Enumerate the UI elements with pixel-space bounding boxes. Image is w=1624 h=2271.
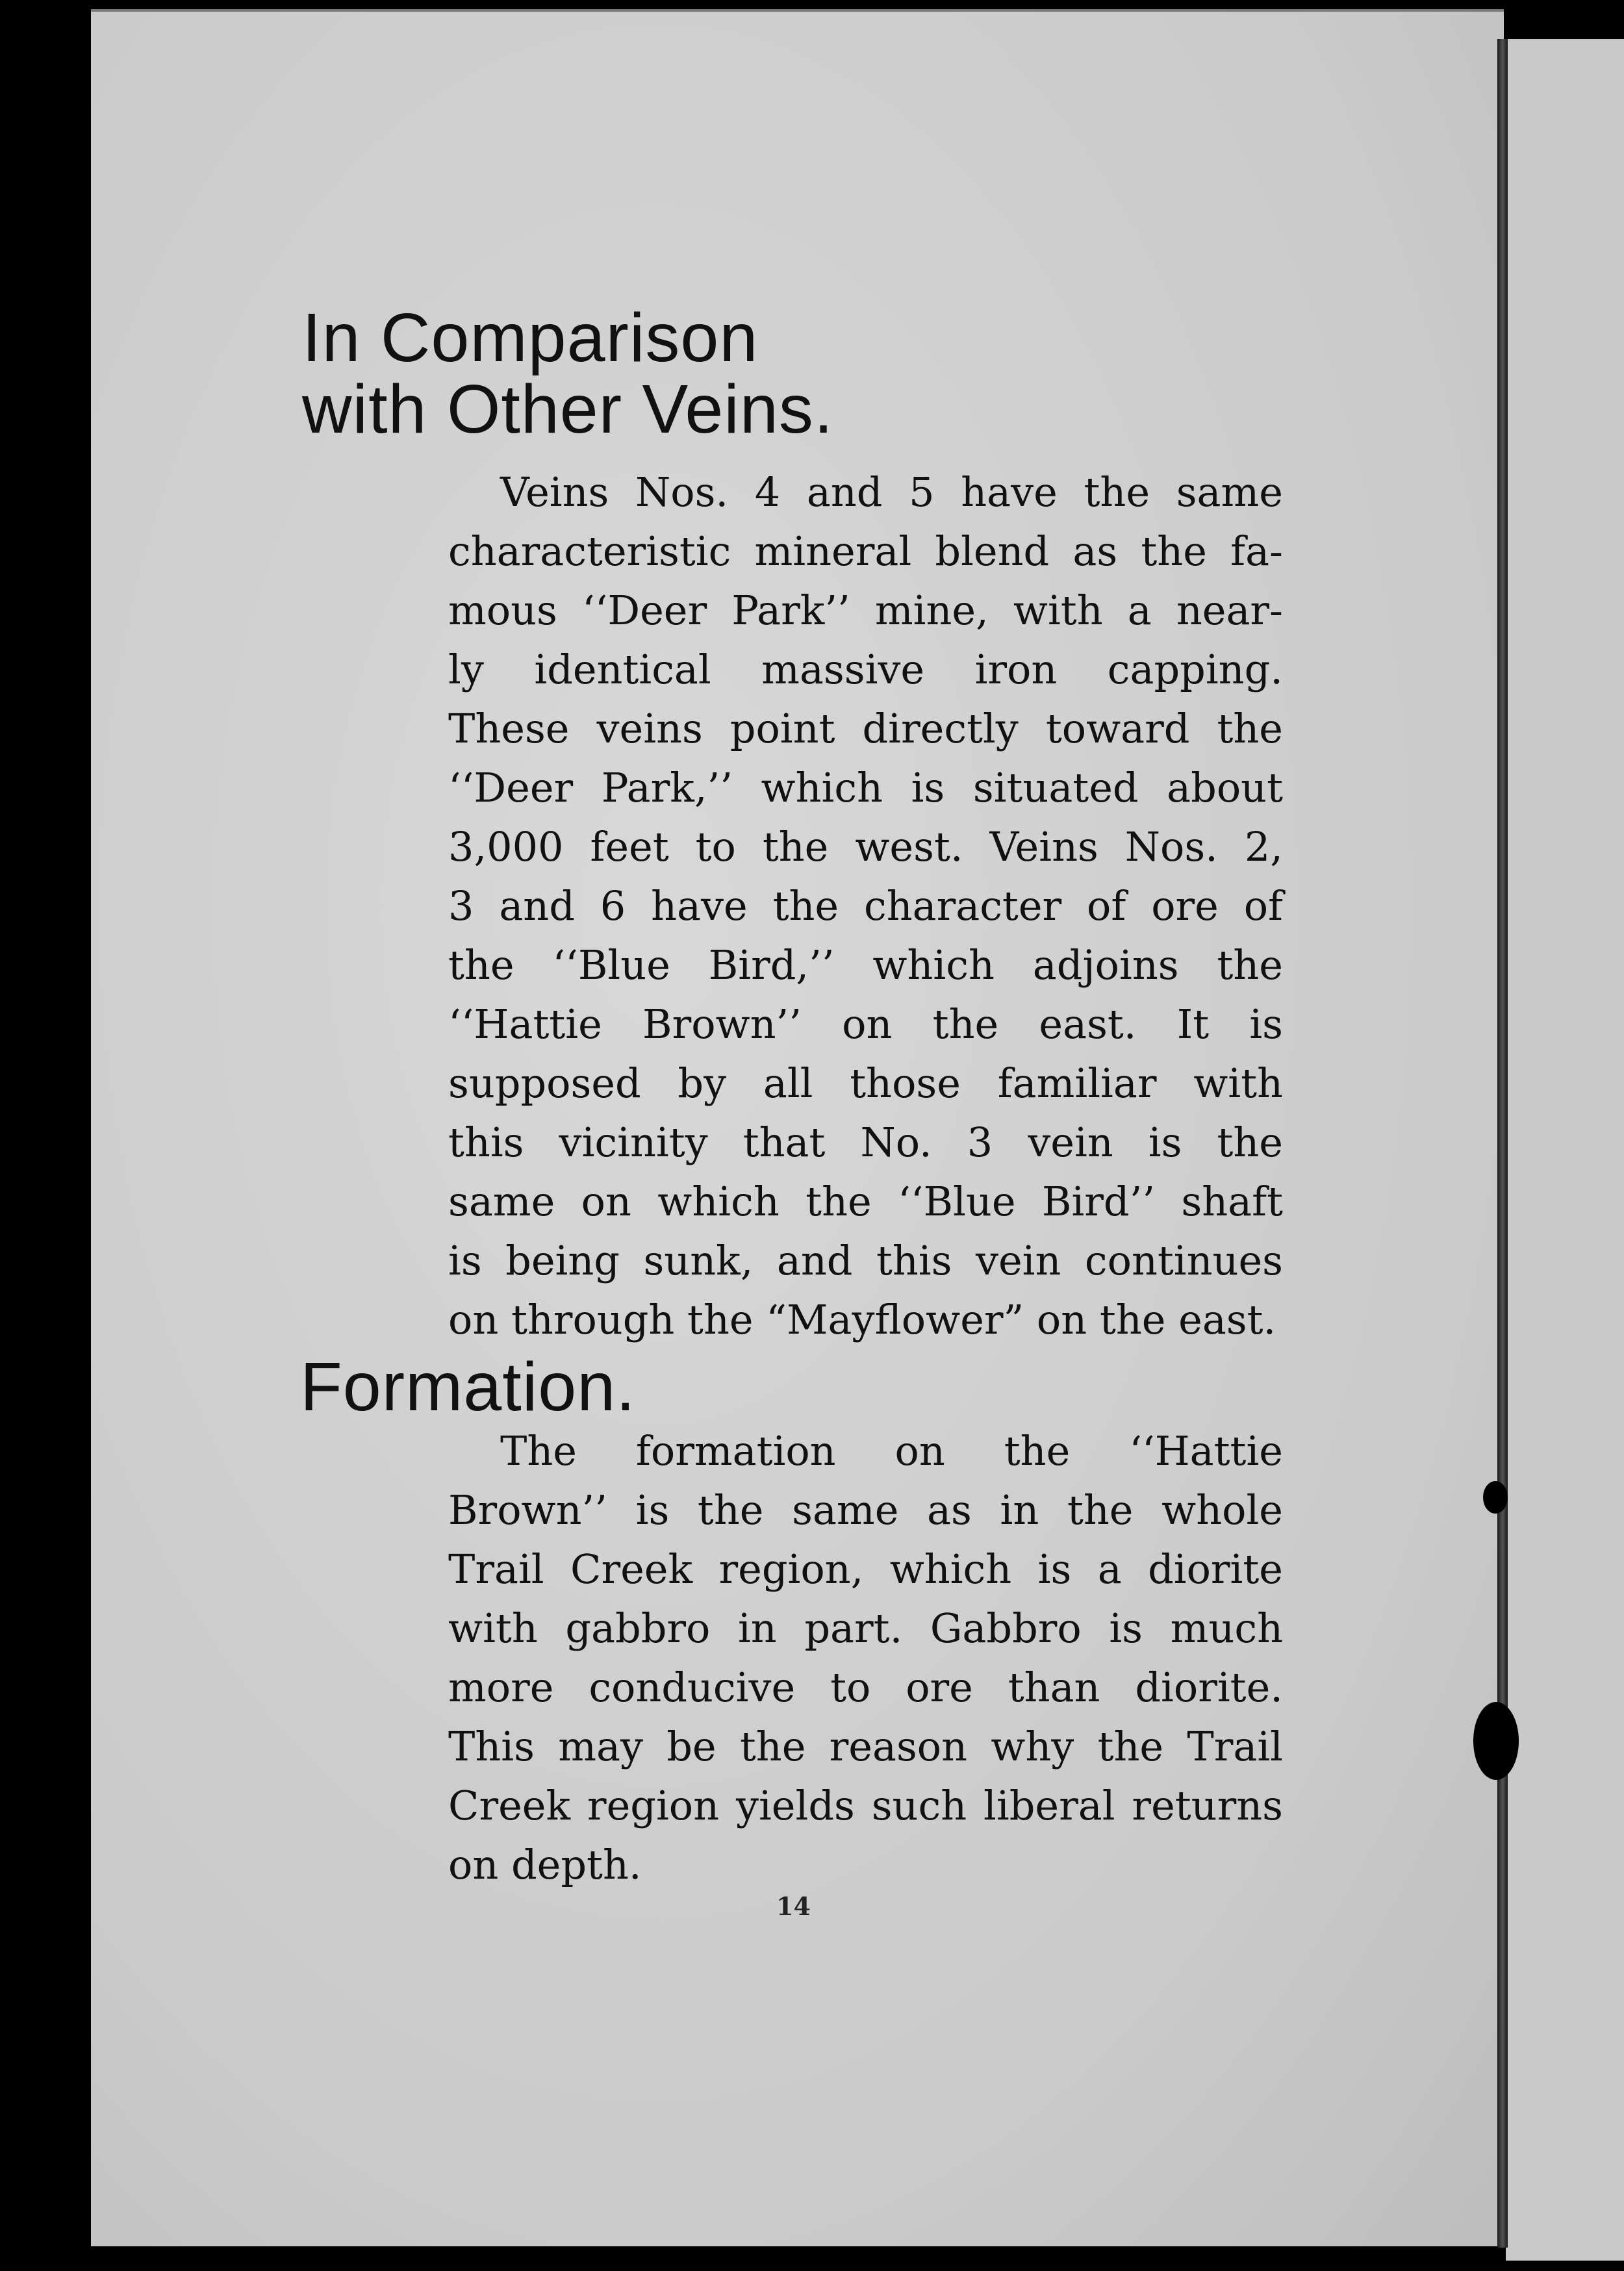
text-line: more conducive to ore than diorite. xyxy=(448,1664,1283,1711)
text-line: is being sunk, and this vein continues xyxy=(448,1237,1283,1284)
text-line: with gabbro in part. Gabbro is much xyxy=(448,1605,1283,1652)
text-line: this vicinity that No. 3 vein is the xyxy=(448,1119,1283,1166)
heading-line: with Other Veins. xyxy=(302,371,834,448)
section-heading-comparison xyxy=(302,299,834,448)
text-line: These veins point directly toward the xyxy=(448,705,1283,752)
text-line: 3,000 feet to the west. Veins Nos. 2, xyxy=(448,823,1283,870)
text-line: Veins Nos. 4 and 5 have the same xyxy=(500,468,1283,516)
heading-line: In Comparison xyxy=(302,299,759,376)
text-line: on through the “Mayflower” on the east. xyxy=(448,1296,1276,1343)
binding-gutter xyxy=(1497,39,1508,2248)
text-line: ‘‘Deer Park,’’ which is situated about xyxy=(448,764,1283,811)
text-line: Creek region yields such liberal returns xyxy=(448,1782,1283,1829)
paragraph-comparison xyxy=(448,463,1283,1349)
text-line: on depth. xyxy=(448,1841,642,1888)
text-line: 3 and 6 have the character of ore of xyxy=(448,882,1283,930)
text-line: Trail Creek region, which is a diorite xyxy=(448,1545,1283,1593)
text-line: mous ‘‘Deer Park’’ mine, with a near- xyxy=(448,587,1283,634)
text-line: characteristic mineral blend as the fa- xyxy=(448,527,1283,575)
text-line: Brown’’ is the same as in the whole xyxy=(448,1486,1283,1534)
section-heading-formation: Formation. xyxy=(300,1349,636,1425)
paragraph-formation xyxy=(448,1421,1283,1894)
ink-blot xyxy=(1483,1481,1508,1514)
text-line: same on which the ‘‘Blue Bird’’ shaft xyxy=(448,1178,1283,1225)
text-line: supposed by all those familiar with xyxy=(448,1059,1283,1107)
text-line: The formation on the ‘‘Hattie xyxy=(500,1427,1283,1475)
page-number: 14 xyxy=(776,1892,811,1921)
text-line: This may be the reason why the Trail xyxy=(448,1723,1283,1770)
ink-blot xyxy=(1473,1702,1519,1780)
text-line: ‘‘Hattie Brown’’ on the east. It is xyxy=(448,1000,1283,1048)
text-line: the ‘‘Blue Bird,’’ which adjoins the xyxy=(448,941,1283,989)
text-line: ly identical massive iron capping. xyxy=(448,646,1283,693)
facing-page-edge xyxy=(1506,39,1624,2261)
